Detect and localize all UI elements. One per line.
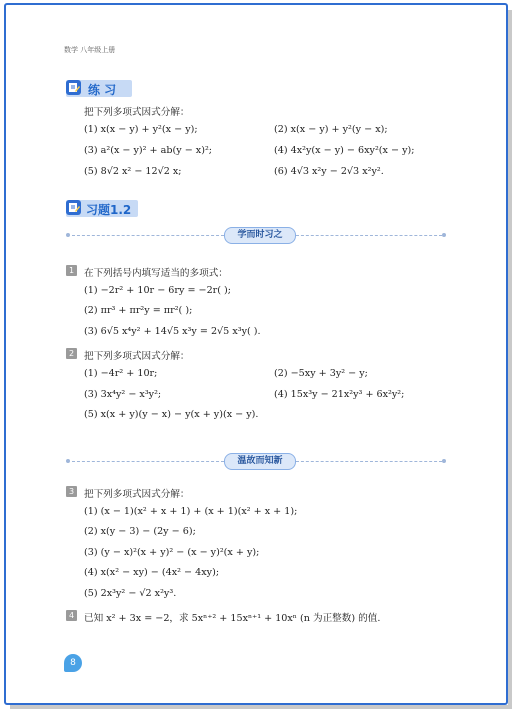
divider-dot — [442, 233, 446, 237]
divider-line — [296, 235, 442, 236]
practice-item-3: (3) a²(x − y)² + ab(y − x)²; — [84, 145, 213, 156]
page-number-badge: 8 — [64, 654, 82, 672]
question-text: 在下列括号内填写适当的多项式： — [84, 268, 228, 279]
divider-line — [72, 461, 224, 462]
exercise-title: 习题1.2 — [86, 203, 132, 217]
divider-line — [296, 461, 442, 462]
section-banner-1: 学而时习之 — [224, 227, 296, 244]
q3-item-2: (2) x(y − 3) − (2y − 6); — [84, 526, 196, 537]
q1-item-3: (3) 6√5 x⁴y² + 14√5 x³y = 2√5 x³y( ). — [84, 326, 261, 337]
q1-item-1: (1) −2r² + 10r − 6ry = −2r( ); — [84, 285, 232, 296]
page-shadow-bottom — [10, 705, 512, 709]
section-banner-2: 温故而知新 — [224, 453, 296, 470]
pencil-note-icon — [66, 200, 81, 215]
practice-item-4: (4) 4x²y(x − y) − 6xy²(x − y); — [274, 145, 415, 156]
question-number: 1 — [66, 265, 77, 276]
divider-dot — [66, 233, 70, 237]
q3-item-1: (1) (x − 1)(x² + x + 1) + (x + 1)(x² + x + 1); — [84, 506, 298, 517]
q3-item-5: (5) 2x³y² − √2 x²y³. — [84, 588, 177, 599]
page-frame — [4, 3, 508, 705]
q2-item-5: (5) x(x + y)(y − x) − y(x + y)(x − y). — [84, 409, 259, 420]
running-header: 数学 八年级上册 — [64, 46, 116, 54]
question-number: 2 — [66, 348, 77, 359]
q2-item-3: (3) 3x⁴y² − x³y²; — [84, 389, 162, 400]
divider-dot — [442, 459, 446, 463]
practice-instruction: 把下列多项式因式分解： — [84, 107, 190, 118]
q2-item-2: (2) −5xy + 3y² − y; — [274, 368, 368, 379]
practice-item-5: (5) 8√2 x² − 12√2 x; — [84, 166, 182, 177]
q2-item-4: (4) 15x³y − 21x²y³ + 6x²y²; — [274, 389, 405, 400]
practice-title: 练 习 — [88, 83, 117, 97]
divider-dot — [66, 459, 70, 463]
q3-item-3: (3) (y − x)²(x + y)² − (x − y)²(x + y); — [84, 547, 260, 558]
divider-line — [72, 235, 224, 236]
q3-item-4: (4) x(x² − xy) − (4x² − 4xy); — [84, 567, 220, 578]
q2-item-1: (1) −4r² + 10r; — [84, 368, 158, 379]
question-text: 已知 x² + 3x = −2，求 5xⁿ⁺² + 15xⁿ⁺¹ + 10xⁿ (n 为正整数) 的值. — [84, 613, 381, 624]
q1-item-2: (2) πr³ + πr²y = πr²( ); — [84, 305, 193, 316]
pencil-note-icon — [66, 80, 81, 95]
question-text: 把下列多项式因式分解： — [84, 351, 190, 362]
question-text: 把下列多项式因式分解： — [84, 489, 190, 500]
practice-item-2: (2) x(x − y) + y²(y − x); — [274, 124, 388, 135]
page-shadow-right — [508, 10, 512, 707]
practice-item-6: (6) 4√3 x²y − 2√3 x²y². — [274, 166, 384, 177]
question-number: 4 — [66, 610, 77, 621]
practice-item-1: (1) x(x − y) + y²(x − y); — [84, 124, 198, 135]
question-number: 3 — [66, 486, 77, 497]
